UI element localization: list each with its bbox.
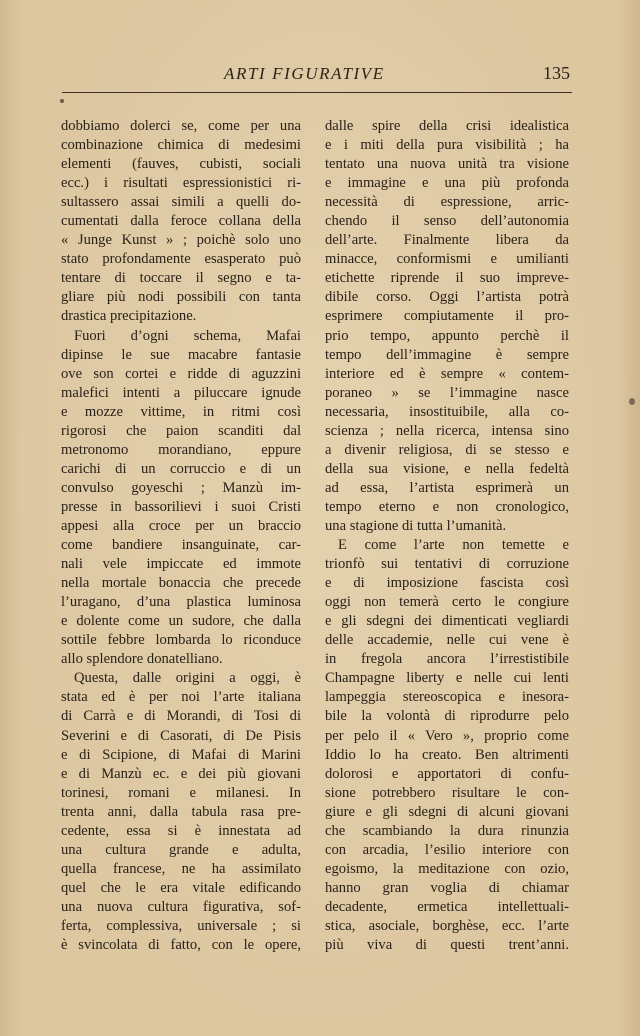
text-line: stica, asociale, borghèse, ecc. l’arte bbox=[325, 917, 569, 934]
text-line: necessaria, insostituibile, alla co- bbox=[325, 403, 569, 420]
text-line: « Junge Kunst » ; poichè solo uno bbox=[61, 232, 301, 249]
text-line: sione potrebbero risultare le con- bbox=[325, 784, 569, 801]
text-line: rigorosi che paion scanditi dal bbox=[61, 422, 301, 439]
text-line: che scambiando la dura rinunzia bbox=[325, 822, 569, 839]
text-line: presse in bassorilievi i suoi Cristi bbox=[61, 498, 301, 515]
text-line: quella francese, ne ha assimilato bbox=[61, 860, 301, 877]
text-line: combinazione chimica di medesimi bbox=[61, 137, 301, 154]
text-line: delle accademie, nelle cui vene è bbox=[325, 632, 569, 649]
text-line: chendo il senso dell’autonomia bbox=[325, 213, 569, 230]
text-line: lampeggia stereoscopica e inesora- bbox=[325, 689, 569, 706]
text-line: elementi (fauves, cubisti, sociali bbox=[61, 156, 301, 173]
text-line: etichette riprende il suo impreve- bbox=[325, 270, 569, 287]
text-line: egoismo, la meditazione con ozio, bbox=[325, 860, 569, 877]
text-line: malefici intenti a piluccare ignude bbox=[61, 384, 301, 401]
text-line: minacce, conformismi e umilianti bbox=[325, 251, 569, 268]
text-line: una stagione di tutta l’umanità. bbox=[325, 517, 507, 534]
text-line: sultassero assai simili a quelli do- bbox=[61, 194, 301, 211]
text-line: bile la volontà di riprodurre pelo bbox=[325, 708, 569, 725]
text-line: ad essa, l’artista esprimerà un bbox=[325, 479, 569, 496]
text-line: in fregola ancora l’irrestistibile bbox=[325, 651, 569, 668]
text-line: tempo dell’immagine è sempre bbox=[325, 346, 569, 363]
text-line: e di imposizione fascista così bbox=[325, 575, 569, 592]
text-line: necessità di espressione, arric- bbox=[325, 194, 569, 211]
text-line: nali vele impiccate ed immote bbox=[61, 556, 301, 573]
text-line: è svincolata di fatto, con le opere, bbox=[61, 937, 301, 954]
text-line: Champagne liberty e nelle cui lenti bbox=[325, 670, 569, 687]
text-line: tentare di toccare il segno e ta- bbox=[61, 270, 301, 287]
text-line: stato profondamente esasperato può bbox=[61, 251, 301, 268]
text-line: carichi di un corruccio e di un bbox=[61, 460, 301, 477]
text-line: tentato una nuova unità tra visione bbox=[325, 156, 569, 173]
text-line: esprimere compiutamente il pro- bbox=[325, 308, 569, 325]
text-line: tempo eterno e non cronologico, bbox=[325, 498, 569, 515]
ink-speck bbox=[60, 99, 64, 103]
text-line: Severini e di Casorati, di De Pisis bbox=[61, 727, 301, 744]
right-text-column bbox=[325, 117, 569, 955]
text-line: Questa, dalle origini a oggi, è bbox=[74, 670, 301, 687]
text-line: e gli sdegni dei dimenticati vegliardi bbox=[325, 613, 569, 630]
text-line: e immagine e una più profonda bbox=[325, 175, 569, 192]
text-line: scienza ; nella ricerca, intensa sino bbox=[325, 422, 569, 439]
text-line: torinesi, romani e milanesi. In bbox=[61, 784, 301, 801]
text-line: Fuori d’ogni schema, Mafai bbox=[74, 327, 301, 344]
text-line: ferta, complessiva, universale ; si bbox=[61, 917, 301, 934]
text-line: trionfò sui tentativi di corruzione bbox=[325, 556, 569, 573]
text-line: e di Manzù ec. e dei più giovani bbox=[61, 765, 301, 782]
text-line: gliare più nodi possibili con tanta bbox=[61, 289, 301, 306]
text-line: cedente, essa si è innestata ad bbox=[61, 822, 301, 839]
text-line: più viva di questi trent’anni. bbox=[325, 937, 569, 954]
text-line: a divenir religiosa, di se stesso e bbox=[325, 441, 569, 458]
text-line: ove son cortei e ridde di aguzzini bbox=[61, 365, 301, 382]
text-line: di Carrà e di Morandi, di Tosi di bbox=[61, 708, 301, 725]
text-line: allo splendore donatelliano. bbox=[61, 651, 223, 668]
text-line: oggi non temerà certo le congiure bbox=[325, 594, 569, 611]
text-line: dell’arte. Finalmente libera da bbox=[325, 232, 569, 249]
left-text-column bbox=[61, 117, 301, 955]
text-line: ecc.) i risultati espressionistici ri- bbox=[61, 175, 301, 192]
text-line: e i miti della pura visibilità ; ha bbox=[325, 137, 569, 154]
text-line: quel che le era vitale edificando bbox=[61, 879, 301, 896]
text-line: Iddio lo ha creato. Ben altrimenti bbox=[325, 746, 569, 763]
page-number: 135 bbox=[543, 63, 570, 83]
text-line: dobbiamo dolerci se, come per una bbox=[61, 118, 301, 134]
text-line: una nuova cultura figurativa, sof- bbox=[61, 898, 301, 915]
text-line: dipinse le sue macabre fantasie bbox=[61, 346, 301, 363]
ink-speck bbox=[629, 398, 635, 405]
text-line: cumentati dalla feroce collana della bbox=[61, 213, 301, 230]
text-line: per pelo il « Vero », proprio come bbox=[325, 727, 569, 744]
text-line: come bandiere insanguinate, car- bbox=[61, 537, 301, 554]
text-line: poraneo » se l’immagine nasce bbox=[325, 384, 569, 401]
text-line: giure e gli sdegni di alcuni giovani bbox=[325, 803, 569, 820]
text-line: E come l’arte non temette e bbox=[338, 537, 569, 554]
text-line: sottile febbre lombarda lo riconduce bbox=[61, 632, 301, 649]
text-line: trenta anni, dalla tabula rasa pre- bbox=[61, 803, 301, 820]
text-line: hanno gran voglia di chiamar bbox=[325, 879, 569, 896]
text-line: prio tempo, appunto perchè il bbox=[325, 327, 569, 344]
text-line: convulso goyeschi ; Manzù im- bbox=[61, 479, 301, 496]
running-title: ARTI FIGURATIVE bbox=[224, 64, 385, 83]
text-line: dalle spire della crisi idealistica bbox=[325, 118, 569, 134]
text-line: e mozze vittime, in ritmi così bbox=[61, 403, 301, 420]
page-header bbox=[62, 58, 572, 93]
text-line: l’uragano, d’una plastica luminosa bbox=[61, 594, 301, 611]
text-line: appesi alla croce per un braccio bbox=[61, 517, 301, 534]
text-line: decadente, ermetica intellettuali- bbox=[325, 898, 569, 915]
text-line: dibile corso. Oggi l’artista potrà bbox=[325, 289, 569, 306]
text-line: della sua visione, e nella fedeltà bbox=[325, 460, 569, 477]
text-line: dolorosi e apportatori di confu- bbox=[325, 765, 569, 782]
text-line: metronomo morandiano, eppure bbox=[61, 441, 301, 458]
text-line: con arcadia, l’esilio interiore con bbox=[325, 841, 569, 858]
text-line: drastica precipitazione. bbox=[61, 308, 197, 325]
text-line: e dolente come un sudore, che dalla bbox=[61, 613, 301, 630]
text-line: stata ed è per noi l’arte italiana bbox=[61, 689, 301, 706]
text-line: interiore ed è sempre « contem- bbox=[325, 365, 569, 382]
text-line: una cultura grande e adulta, bbox=[61, 841, 301, 858]
text-line: e di Scipione, di Mafai di Marini bbox=[61, 746, 301, 763]
text-line: nella mortale bonaccia che precede bbox=[61, 575, 301, 592]
